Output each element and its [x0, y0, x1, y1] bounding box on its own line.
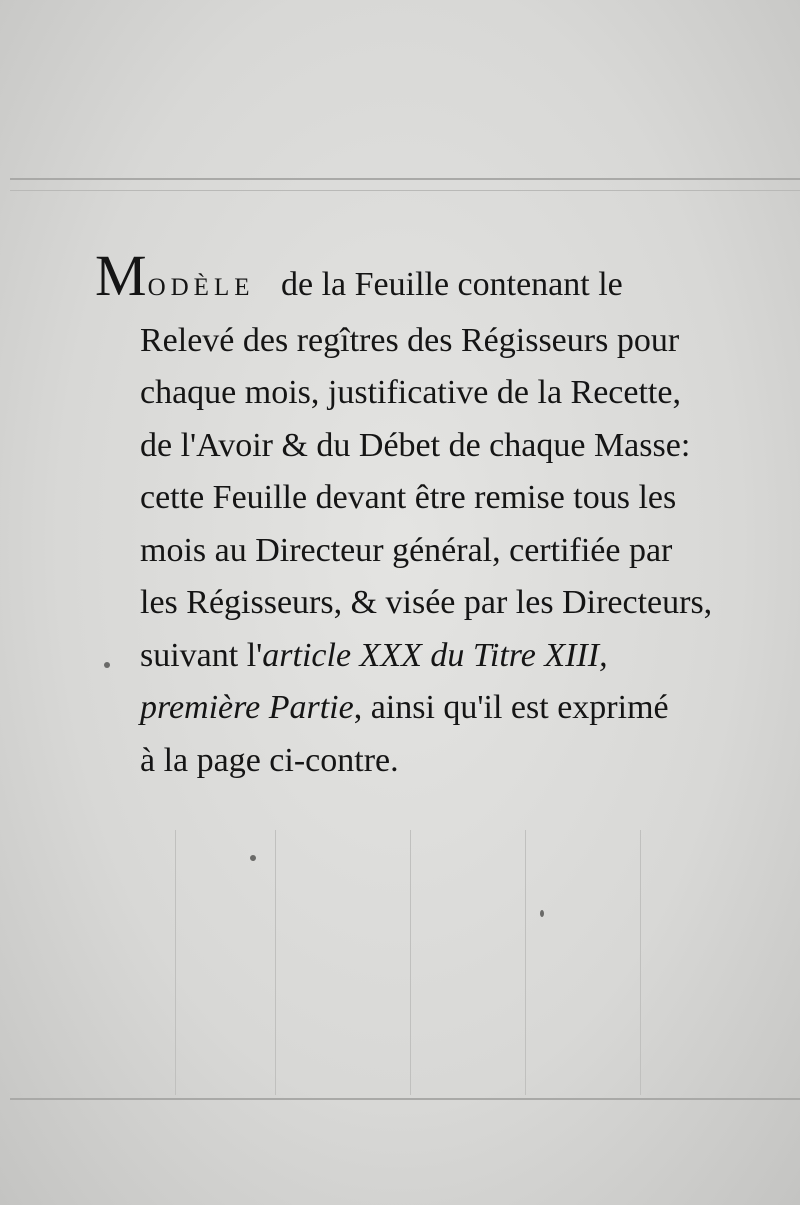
bottom-rule — [10, 1098, 800, 1100]
text-line-8 — [95, 630, 715, 683]
top-rule — [10, 178, 800, 180]
table-column-line — [275, 830, 276, 1095]
ink-spot — [250, 855, 256, 861]
text-line: chaque mois, justificative de la Recette, — [140, 374, 681, 411]
heading-line — [95, 243, 715, 315]
text-line: cette Feuille devant être remise tous les — [140, 479, 677, 516]
drop-capital: M — [95, 243, 148, 308]
heading-smallcaps: ODÈLE — [147, 274, 255, 301]
table-column-line — [410, 830, 411, 1095]
text-line: à la page ci-contre. — [140, 741, 399, 779]
table-column-line — [525, 830, 526, 1095]
text-roman: suivant l' — [140, 636, 263, 674]
text-italic: article XXX du Titre XIII, — [262, 636, 608, 674]
text-line: Relevé des regîtres des Régisseurs pour — [140, 321, 680, 359]
text-line: mois au Directeur général, certifiée par — [140, 531, 673, 569]
text-line-9 — [95, 682, 715, 735]
text-roman: , ainsi qu'il est exprimé — [353, 689, 669, 726]
table-column-line — [640, 830, 641, 1095]
table-column-line — [175, 830, 176, 1095]
body-paragraph — [95, 243, 715, 787]
text-line: de la Feuille contenant le — [272, 266, 623, 303]
text-line: de l'Avoir & du Débet de chaque Masse: — [140, 426, 691, 464]
text-line: les Régisseurs, & visée par les Directeurs, — [140, 584, 713, 621]
top-rule-faint — [10, 190, 800, 191]
ink-spot — [540, 910, 544, 917]
text-italic: première Partie — [140, 689, 354, 726]
